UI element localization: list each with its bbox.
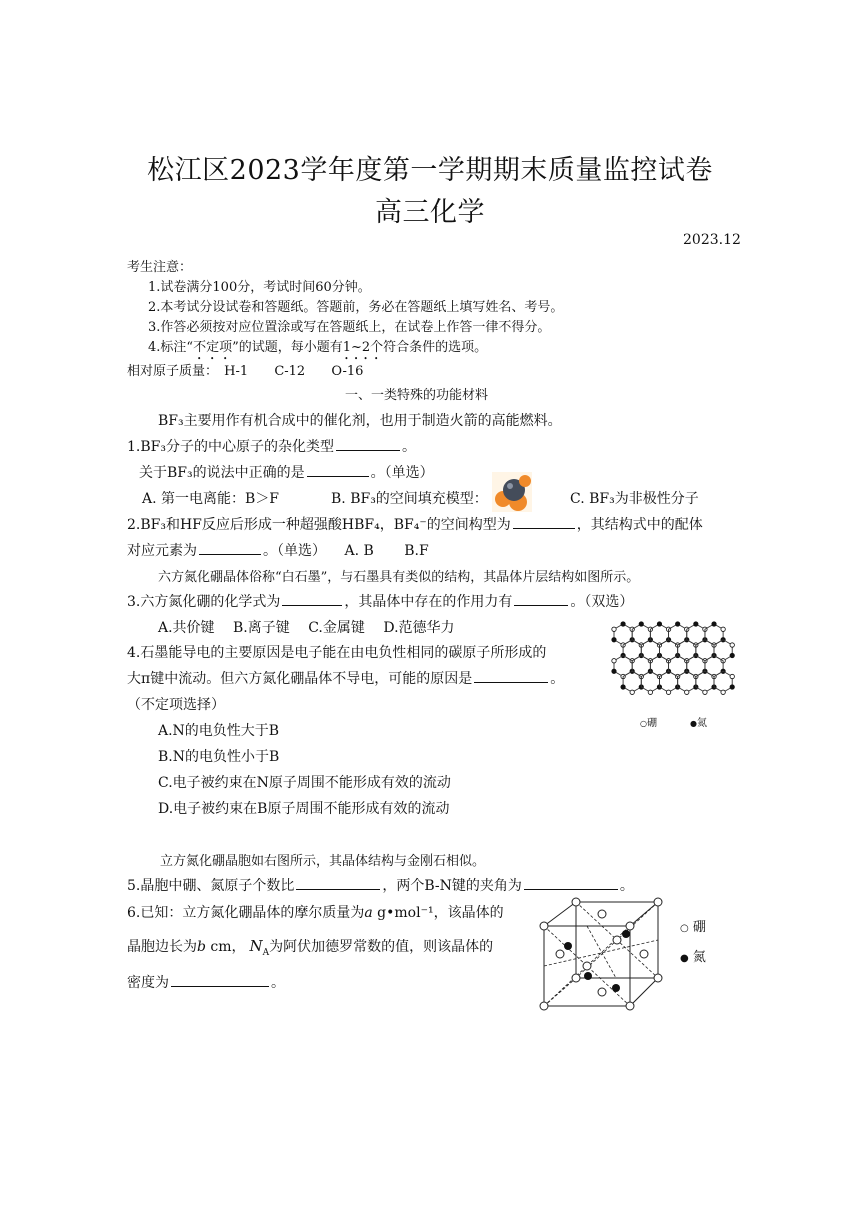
- q3-option-a: A.共价键: [158, 620, 215, 636]
- answer-blank[interactable]: [514, 591, 568, 606]
- boron-atom: [666, 690, 670, 694]
- atomic-mass-o: O-16: [331, 364, 364, 379]
- hex-ring: [632, 656, 650, 677]
- q6-line-2-text: 晶胞边长为: [127, 939, 197, 955]
- boron-atom: [721, 690, 725, 694]
- answer-blank[interactable]: [336, 436, 400, 451]
- q6-line-3-text: 密度为: [127, 975, 169, 991]
- q6-line-3: [127, 972, 285, 992]
- boron-atom: [730, 643, 734, 647]
- hex-ring: [696, 671, 714, 692]
- cube-legend-nitrogen: ● 氮: [680, 950, 706, 965]
- nitrogen-atom: [621, 622, 625, 626]
- nitrogen-atom: [612, 669, 616, 673]
- atomic-mass-c: C-12: [274, 364, 306, 379]
- boron-atom: [703, 690, 707, 694]
- hex-ring: [650, 624, 668, 645]
- hex-legend-boron: ○硼: [640, 714, 657, 729]
- exam-date: 2023.12: [683, 232, 741, 248]
- q1-line-1: [127, 436, 416, 456]
- hex-ring: [687, 656, 705, 677]
- hex-ring: [687, 624, 705, 645]
- hex-ring: [614, 624, 632, 645]
- cube-legend-boron: ○ 硼: [680, 920, 706, 935]
- answer-blank[interactable]: [171, 972, 269, 987]
- answer-blank[interactable]: [199, 540, 261, 555]
- q6-var-na: N: [249, 937, 263, 955]
- hex-ring: [705, 624, 723, 645]
- atomic-mass-line: [127, 360, 363, 379]
- boron-atom: [648, 690, 652, 694]
- boron-atom: [612, 627, 616, 631]
- hex-ring: [641, 640, 659, 661]
- q2-option-a: A. B: [344, 543, 374, 559]
- q4-line-2: [127, 668, 564, 688]
- hex-ring: [714, 671, 732, 692]
- q2-option-b: B.F: [404, 543, 429, 559]
- notice-item-4-emphasis-1: 不定项: [193, 340, 233, 355]
- notice-item-2: 2.本考试分设试卷和答题纸。答题前，务必在答题纸上填写姓名、考号。: [148, 300, 564, 315]
- q3-text-1: 3.六方氮化硼的化学式为: [127, 594, 281, 610]
- q5-text-1: 5.晶胞中硼、氮原子个数比: [127, 878, 295, 894]
- q6-line-2-end: 为阿伏加德罗常数的值，则该晶体的: [269, 939, 494, 955]
- notice-item-4-emphasis-2: 1~2个: [342, 340, 384, 355]
- notice-item-1: 1.试卷满分100分，考试时间60分钟。: [148, 280, 371, 295]
- q4-option-a: A.N的电负性大于B: [158, 723, 280, 739]
- q6-line-3-end: 。: [271, 975, 285, 991]
- notice-item-3: 3.作答必须按对应位置涂或写在答题纸上，在试卷上作答一律不得分。: [148, 320, 551, 335]
- q6-line-2: [127, 936, 493, 958]
- q5-text-3: 。: [619, 878, 634, 894]
- q4-line-3: （不定项选择）: [127, 697, 225, 713]
- hex-ring: [632, 624, 650, 645]
- nitrogen-atom: [730, 653, 734, 657]
- q6-var-a: a: [364, 905, 373, 921]
- boron-atom: [730, 674, 734, 678]
- q4-option-d: D.电子被约束在B原子周围不能形成有效的流动: [158, 801, 450, 817]
- q6-line-2-mid: cm，: [205, 939, 246, 955]
- nitrogen-atom: [639, 622, 643, 626]
- hex-ring: [650, 656, 668, 677]
- exam-subtitle: 高三化学: [375, 197, 485, 228]
- nitrogen-atom: [657, 622, 661, 626]
- hex-ring: [705, 656, 723, 677]
- notice-item-4: [148, 336, 487, 363]
- q1-line-1-text: 1.BF₃分子的中心原子的杂化类型: [127, 439, 334, 455]
- hex-ring: [659, 671, 677, 692]
- boron-atom: [685, 690, 689, 694]
- q3-line: [127, 591, 633, 611]
- q4-line-2-text: 大π键中流动。但六方氮化硼晶体不导电，可能的原因是: [127, 671, 473, 687]
- q2-line-2: [127, 540, 429, 560]
- hex-ring: [669, 624, 687, 645]
- q3-option-b: B.离子键: [233, 620, 290, 636]
- answer-blank[interactable]: [296, 875, 380, 890]
- hex-ring: [669, 656, 687, 677]
- q3-text-2: ，其晶体中存在的作用力有: [344, 594, 513, 610]
- atomic-mass-h: H-1: [224, 364, 249, 379]
- q6-var-b: b: [197, 939, 206, 955]
- q1-line-1-end: 。: [401, 439, 416, 455]
- nitrogen-atom: [694, 622, 698, 626]
- q5-text-2: ，两个B-N键的夹角为: [382, 878, 522, 894]
- cube-legend-nitrogen-label: 氮: [692, 950, 706, 965]
- boron-atom: [612, 659, 616, 663]
- q2-line-2-end: 。（单选）: [263, 543, 326, 559]
- cubic-bn-intro: 立方氮化硼晶胞如右图所示，其晶体结构与金刚石相似。: [160, 854, 486, 869]
- hex-ring: [659, 640, 677, 661]
- q1-line-2-text: 关于BF₃的说法中正确的是: [139, 465, 305, 481]
- q2-line-1: [127, 514, 703, 534]
- q6-var-na-subscript: A: [262, 947, 270, 958]
- nitrogen-atom: [675, 622, 679, 626]
- hex-ring: [623, 671, 641, 692]
- q3-option-d: D.范德华力: [383, 620, 455, 636]
- answer-blank[interactable]: [282, 591, 342, 606]
- answer-blank[interactable]: [524, 875, 618, 890]
- q4-option-b: B.N的电负性小于B: [158, 749, 280, 765]
- nitrogen-atom: [712, 622, 716, 626]
- hex-ring: [714, 640, 732, 661]
- hex-legend-boron-label: 硼: [646, 718, 657, 729]
- nitrogen-atom: [612, 638, 616, 642]
- answer-blank[interactable]: [513, 514, 575, 529]
- q4-line-1: 4.石墨能导电的主要原因是电子能在由电负性相同的碳原子所形成的: [127, 645, 547, 661]
- nitrogen-atom: [730, 685, 734, 689]
- nitrogen-atom: [621, 685, 625, 689]
- q2-line-1-text: 2.BF₃和HF反应后形成一种超强酸HBF₄，BF₄⁻的空间构型为: [127, 517, 511, 533]
- hex-ring: [696, 640, 714, 661]
- q4-line-2-end: 。: [550, 671, 565, 687]
- q3-options: [158, 617, 455, 637]
- section-intro: BF₃主要用作有机合成中的催化剂，也用于制造火箭的高能燃料。: [158, 413, 562, 429]
- bf3-space-filling-model-icon: [492, 472, 532, 512]
- section-title: 一、一类特殊的功能材料: [345, 388, 489, 403]
- answer-blank[interactable]: [474, 668, 548, 683]
- q2-line-1-end: ，其结构式中的配体: [576, 517, 703, 533]
- q3-option-c: C.金属键: [308, 620, 365, 636]
- answer-blank[interactable]: [307, 462, 369, 477]
- hexagonal-bn-layer-figure: [606, 612, 736, 734]
- q6-line-1: [127, 902, 504, 922]
- hex-legend-nitrogen: ●氮: [690, 714, 707, 729]
- q2-line-2-text: 对应元素为: [127, 543, 197, 559]
- q1-option-b: B. BF₃的空间填充模型：: [331, 491, 488, 507]
- hex-ring: [614, 656, 632, 677]
- exam-title: 松江区2023学年度第一学期期末质量监控试卷: [147, 155, 713, 186]
- hex-legend-nitrogen-label: 氮: [696, 718, 707, 729]
- notice-item-4-pre: 4.标注“: [148, 340, 194, 355]
- hex-ring: [678, 640, 696, 661]
- q1-line-2-end: 。（单选）: [370, 465, 434, 481]
- q1-option-c: C. BF₃为非极性分子: [570, 491, 699, 507]
- hex-ring: [678, 671, 696, 692]
- hex-ring: [623, 640, 641, 661]
- q6-line-1-text: 6.已知：立方氮化硼晶体的摩尔质量为: [127, 905, 365, 921]
- notice-label: 考生注意：: [127, 260, 193, 275]
- atomic-mass-label: 相对原子质量：: [127, 364, 219, 379]
- q5-line: [127, 875, 634, 895]
- q3-text-3: 。（双选）: [570, 594, 634, 610]
- q4-option-c: C.电子被约束在N原子周围不能形成有效的流动: [158, 775, 451, 791]
- q1-line-2: [139, 462, 434, 482]
- boron-atom: [630, 690, 634, 694]
- fluorine-atom-icon: [519, 475, 531, 487]
- cube-legend-boron-label: 硼: [692, 920, 706, 935]
- notice-item-4-post: 符合条件的选项。: [383, 340, 488, 355]
- boron-atom: [721, 627, 725, 631]
- hex-bn-intro: 六方氮化硼晶体俗称“白石墨”，与石墨具有类似的结构，其晶体片层结构如图所示。: [158, 570, 640, 585]
- notice-item-4-mid: ”的试题，每小题有: [232, 340, 343, 355]
- hex-ring: [641, 671, 659, 692]
- q1-option-a: A. 第一电离能：B＞F: [142, 491, 280, 507]
- q6-line-1-end: g•mol⁻¹，该晶体的: [372, 905, 504, 921]
- cubic-bn-unit-cell-figure: [534, 896, 668, 1018]
